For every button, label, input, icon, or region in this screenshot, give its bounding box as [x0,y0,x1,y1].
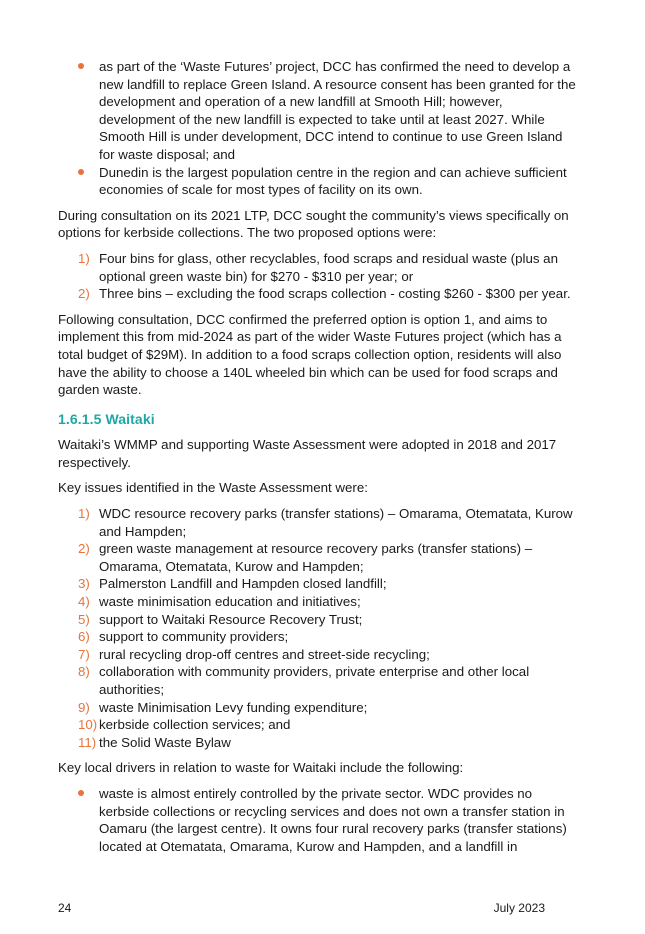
waitaki-intro: Waitaki’s WMMP and supporting Waste Assessment were adopted in 2018 and 2017 respectively. [58,437,557,470]
bullet-icon [78,63,84,69]
list-item: 3) Palmerston Landfill and Hampden closed landfill; [78,576,387,592]
consultation-intro: During consultation on its 2021 LTP, DCC sought the community’s views specifically on options for kerbside collections. The two proposed options were: [58,207,569,241]
list-item: Dunedin is the largest population centre in the region and can achieve sufficient economies of scale for most types of facility on its own. [58,164,578,199]
page-footer [58,900,545,918]
consultation-outcome: Following consultation, DCC confirmed the preferred option is option 1, and aims to implement this from mid-2024 as part of the wider Waste Futures project (which has a total budget of $29M). In addition to a food scraps collection option, residents will also have the ability to choose a 140L wheeled bin which can be used for food scraps and garden waste. [58,311,562,398]
list-item: as part of the ‘Waste Futures’ project, DCC has confirmed the need to develop a new landfill to replace Green Island. A resource consent has been granted for the development and operation of a new landfill at Smooth Hill; however, development of the new landfill is expected to take until at least 2027. While Smooth Hill is under development, DCC intend to continue to use Green Island for waste disposal; and [58,58,578,164]
list-item: 1) WDC resource recovery parks (transfer stations) – Omarama, Otematata, Kurow and Hampden; [78,506,573,539]
drivers-bullet-list [58,785,578,855]
list-item: 10) kerbside collection services; and [78,717,291,733]
section-heading: 1.6.1.5 Waitaki [58,410,155,427]
list-item: 11) the Solid Waste Bylaw [78,734,231,750]
list-item: 5) support to Waitaki Resource Recovery Trust; [78,611,363,627]
drivers-intro: Key local drivers in relation to waste for Waitaki include the following: [58,760,464,776]
options-list [58,250,578,303]
document-page [58,58,578,863]
page-number: 24 [58,901,72,915]
bullet-icon [78,169,84,175]
list-item: 2) Three bins – excluding the food scraps collection - costing $260 - $300 per year. [78,286,571,302]
list-item: 9) waste Minimisation Levy funding expenditure; [78,699,368,715]
key-issues-intro: Key issues identified in the Waste Assessment were: [58,480,368,496]
footer-date: July 2023 [493,901,545,915]
list-item: 2) green waste management at resource recovery parks (transfer stations) – Omarama, Otematata, Kurow and Hampden; [78,541,533,574]
key-issues-list [58,505,578,751]
list-item: 1) Four bins for glass, other recyclables, food scraps and residual waste (plus an optional green waste bin) for $270 - $310 per year; or [78,250,558,284]
dcc-bullet-list [58,58,578,199]
list-item: 6) support to community providers; [78,629,289,645]
list-item: 7) rural recycling drop-off centres and street-side recycling; [78,646,430,662]
list-item: waste is almost entirely controlled by the private sector. WDC provides no kerbside collections or recycling services and does not own a transfer station in Oamaru (the largest centre). It owns four rural recovery parks (transfer stations) located at Otematata, Omarama, Kurow and Hampden, and a landfill in [58,785,578,855]
list-item: 4) waste minimisation education and initiatives; [78,594,361,610]
list-item: 8) collaboration with community providers, private enterprise and other local authorities; [78,664,530,697]
bullet-icon [78,790,84,796]
